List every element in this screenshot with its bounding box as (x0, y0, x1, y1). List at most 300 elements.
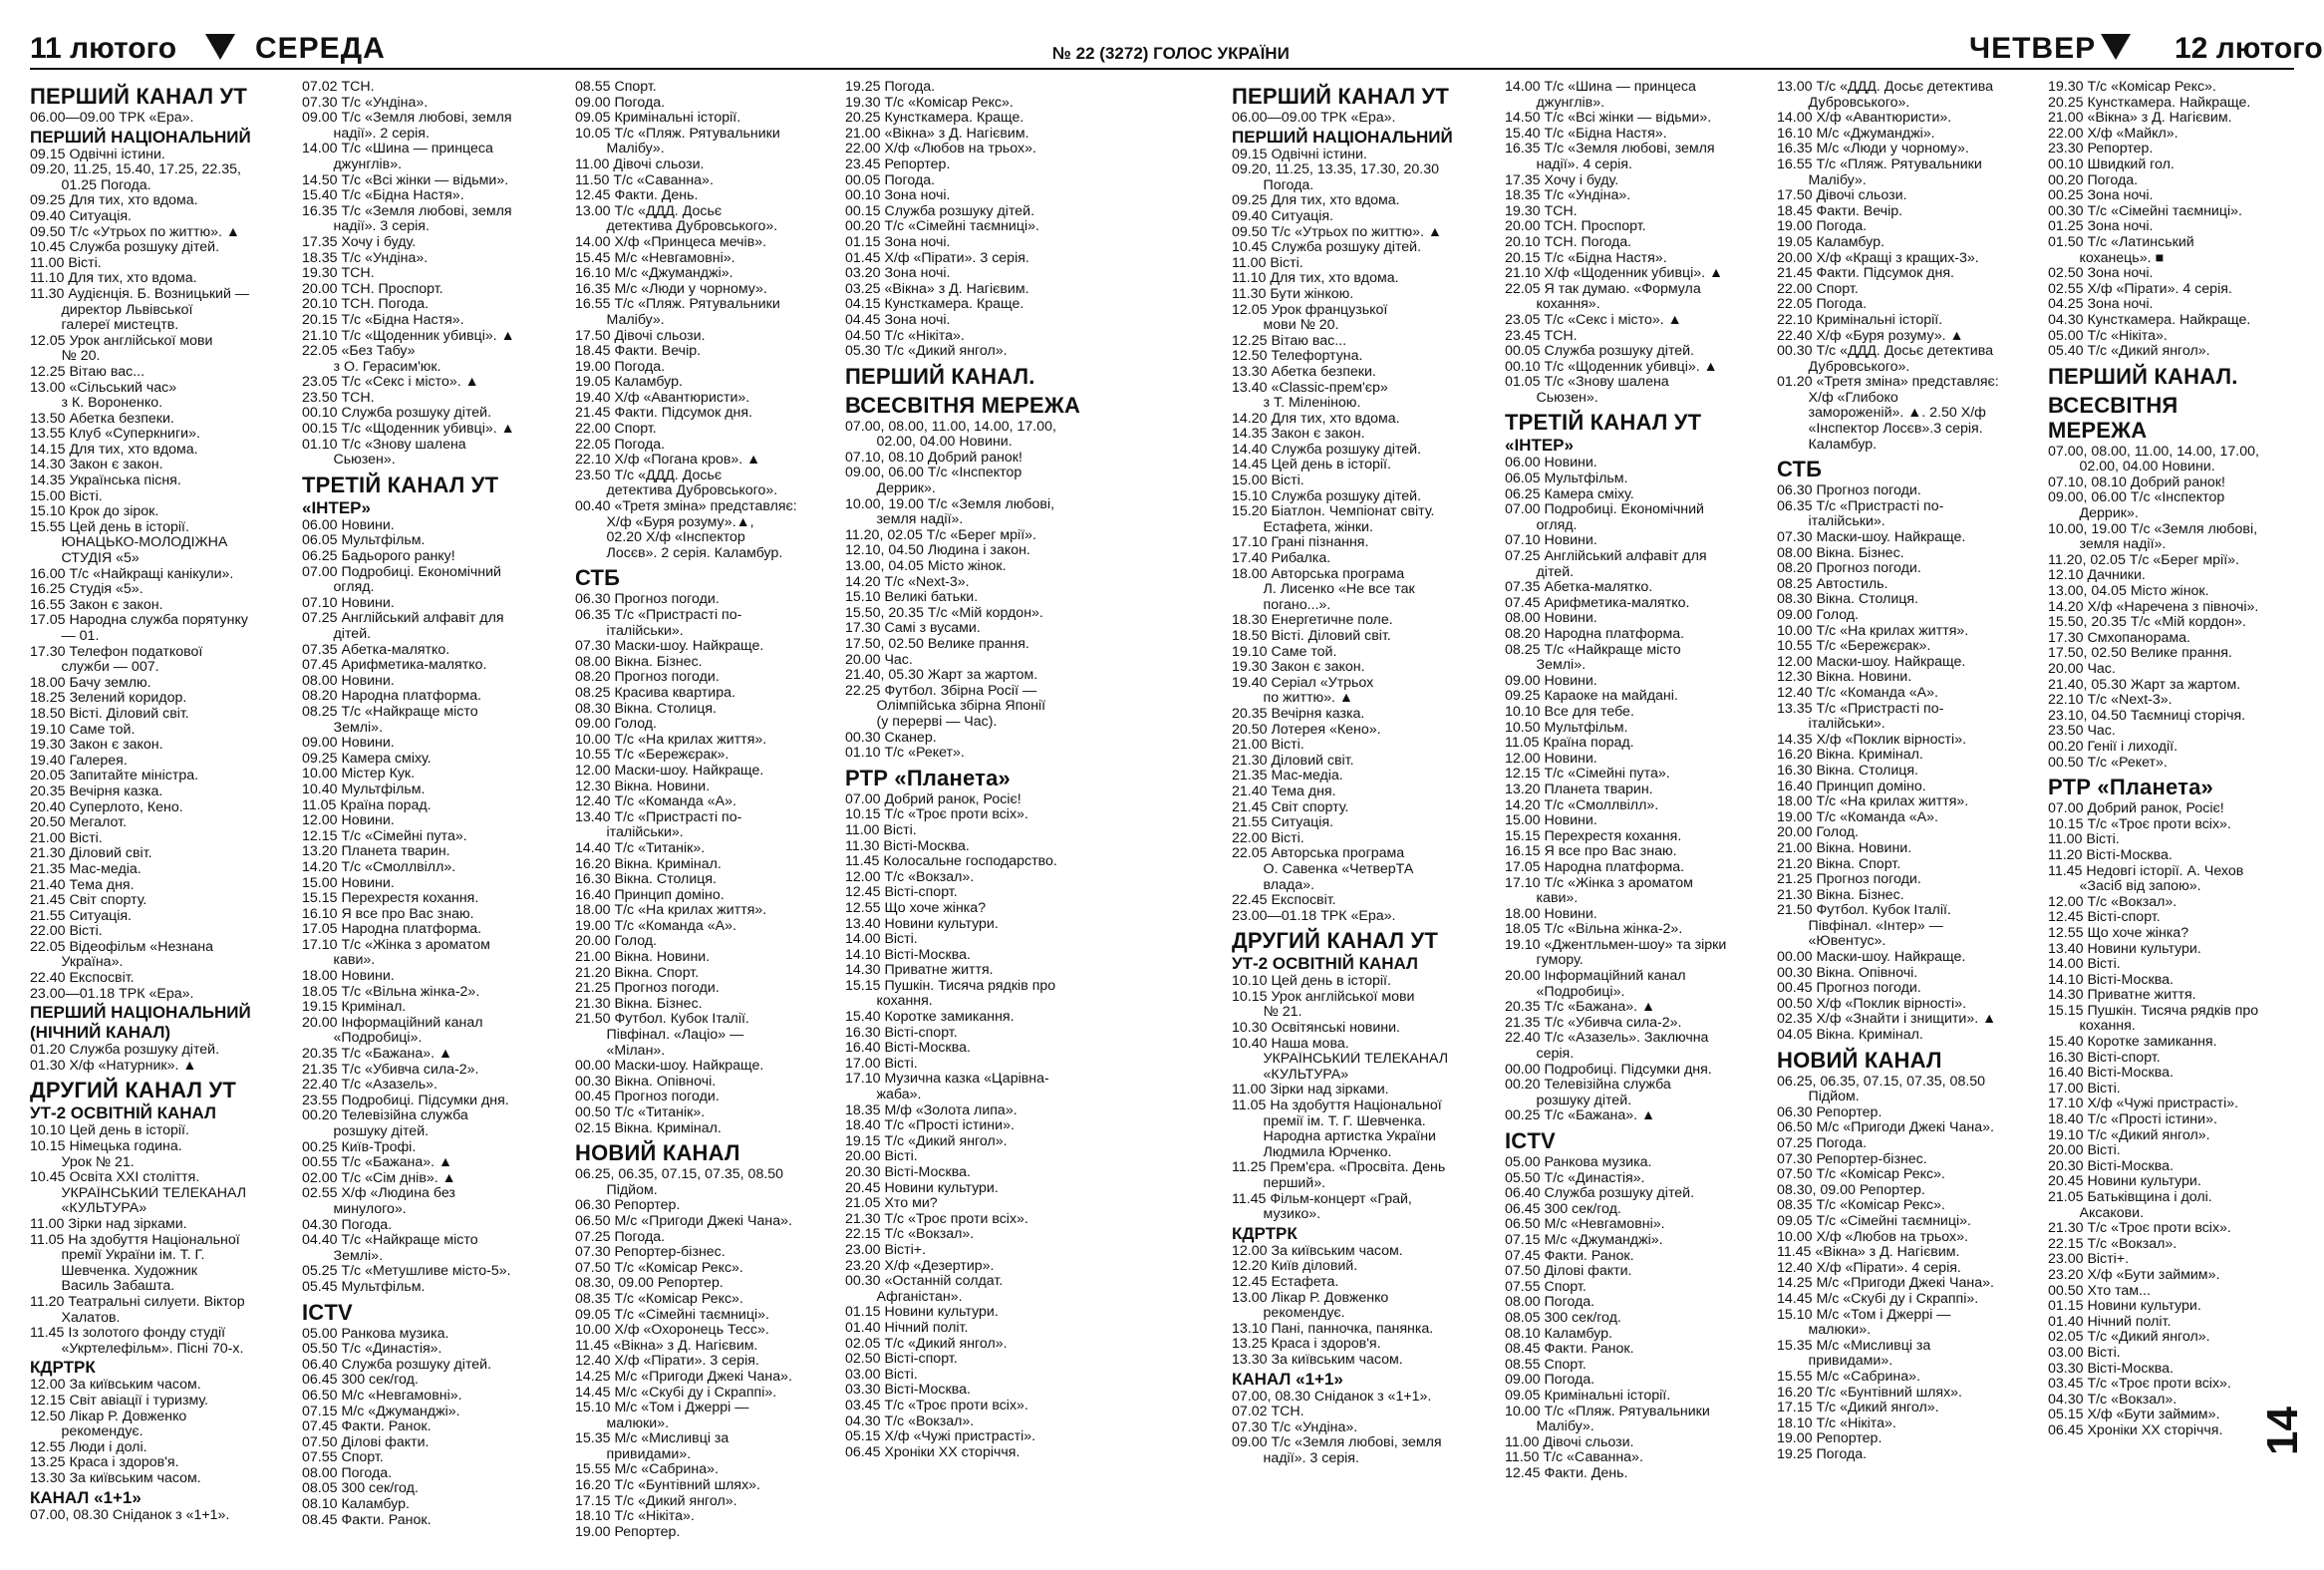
program-line: 08.30 Вікна. Столиця. (1777, 592, 1918, 608)
program-line: 01.25 Зона ночі. (2048, 219, 2154, 235)
program-line: 18.10 Т/с «Нікіта». (575, 1509, 695, 1525)
program-line: О. Савенка «ЧетверТА (1232, 861, 1414, 877)
program-line: італійськи». (1777, 514, 1886, 530)
program-line: 22.05 Я так думаю. «Формула (1505, 281, 1701, 297)
program-line: 07.02 ТСН. (302, 80, 375, 95)
program-line: 14.45 М/с «Скубі ду і Скраппі». (1777, 1291, 1979, 1307)
program-line: 21.35 Мас-медіа. (30, 861, 142, 877)
program-line: малюки». (1777, 1323, 1872, 1339)
program-line: 21.45 Факти. Підсумок дня. (575, 406, 752, 422)
program-line: 19.15 Кримінал. (302, 1000, 407, 1016)
program-line: 00.10 Швидкий гол. (2048, 157, 2175, 172)
program-line: 19.00 Т/с «Команда «А». (575, 918, 736, 934)
program-line: 07.30 Репортер-бізнес. (575, 1245, 726, 1261)
program-line: 07.30 Т/с «Ундіна». (302, 95, 429, 111)
program-line: 08.25 Т/с «Найкраще місто (302, 704, 478, 720)
program-line: 15.55 М/с «Сабрина». (575, 1462, 719, 1478)
program-line: 13.40 «Classic-прем'єр» (1232, 380, 1388, 396)
program-line: 19.40 Галерея. (30, 753, 128, 769)
program-line: 12.10, 04.50 Людина і закон. (845, 543, 1030, 559)
program-line: 07.45 Факти. Ранок. (1505, 1248, 1634, 1264)
program-line: 13.40 Новини культури. (2048, 941, 2201, 957)
program-line: 18.00 Новини. (302, 969, 395, 985)
program-line: 19.30 Т/с «Комісар Рекс». (2048, 80, 2216, 95)
program-line: 12.50 Лікар Р. Довженко (30, 1409, 187, 1424)
program-line: Олімпійська збірна Японії (845, 699, 1046, 715)
program-line: 10.40 Наша мова. (1232, 1036, 1349, 1052)
program-line: рекомендує. (30, 1424, 144, 1440)
program-line: 00.05 Погода. (845, 172, 936, 188)
program-line: 00.10 Т/с «Щоденник убивці». ▲ (1505, 359, 1718, 375)
left-triangle-icon (205, 34, 235, 60)
program-line: 04.25 Зона ночі. (2048, 297, 2154, 313)
program-line: 10.40 Мультфільм. (302, 782, 426, 797)
channel-subheading: КАНАЛ «1+1» (1232, 1369, 1343, 1389)
program-line: замороженій». ▲. 2.50 Х/ф (1777, 406, 1986, 422)
program-line: 20.35 Вечірня казка. (30, 784, 163, 799)
program-line: 00.50 Т/с «Титанік». (575, 1105, 706, 1120)
program-line: премії України ім. Т. Г. (30, 1248, 205, 1264)
program-line: 11.45 «Вікна» з Д. Нагієвим. (575, 1338, 758, 1354)
program-line: 15.00 Новини. (302, 875, 395, 891)
program-line: 01.15 Зона ночі. (845, 234, 951, 250)
program-line: 18.35 Т/с «Ундіна». (302, 250, 429, 266)
program-line: 08.05 300 сек/год. (302, 1481, 419, 1497)
program-line: 22.00 Х/ф «Майкл». (2048, 126, 2179, 142)
program-line: 10.05 Т/с «Пляж. Рятувальники (575, 126, 780, 142)
program-line: кохання». (1505, 297, 1600, 313)
program-line: 17.10 Х/ф «Чужі пристрасті». (2048, 1097, 2239, 1112)
program-line: 15.40 Т/с «Бідна Настя». (1505, 126, 1667, 142)
program-line: 13.00, 04.05 Місто жінок. (845, 559, 1007, 575)
program-line: 09.00 Погода. (575, 95, 666, 111)
channel-heading: ПЕРШИЙ КАНАЛ. (2048, 363, 2238, 389)
channel-heading: ТРЕТІЙ КАНАЛ УТ (1505, 410, 1702, 436)
program-line: 22.40 Т/с «Азазель». (302, 1078, 437, 1094)
program-line: 03.45 Т/с «Троє проти всіх». (845, 1398, 1028, 1413)
program-line: Малібу». (575, 312, 665, 328)
program-line: 12.40 Т/с «Команда «А». (575, 794, 736, 810)
program-line: 13.00 Т/с «ДДД. Досьє (575, 203, 723, 219)
program-line: 06.30 Прогноз погоди. (1777, 483, 1921, 499)
program-line: 07.25 Погода. (575, 1229, 666, 1245)
program-line: 02.20 Х/ф «Інспектор (575, 530, 745, 546)
program-line: № 20. (30, 349, 101, 365)
program-line: 08.20 Прогноз погоди. (1777, 561, 1921, 577)
program-line: 07.55 Спорт. (302, 1450, 384, 1466)
program-line: 11.45 Фільм-концерт «Грай, (1232, 1191, 1412, 1207)
program-line: 05.25 Т/с «Метушливе місто-5». (302, 1264, 511, 1280)
program-line: 05.00 Ранкова музика. (302, 1326, 449, 1342)
program-line: 14.00 Вісті. (845, 932, 918, 948)
program-line: Землі». (1505, 658, 1587, 674)
program-line: 12.05 Урок англійської мови (30, 333, 213, 349)
program-line: 09.50 Т/с «Утрьох по життю». ▲ (1232, 224, 1442, 240)
program-line: 10.45 Служба розшуку дітей. (30, 240, 220, 256)
program-line: 09.50 Т/с «Утрьох по життю». ▲ (30, 224, 240, 240)
program-line: 23.45 ТСН. (1505, 328, 1578, 344)
program-line: 13.30 Абетка безпеки. (1232, 364, 1376, 380)
column-4 (845, 80, 1099, 1460)
program-line: 18.10 Т/с «Нікіта». (1777, 1415, 1896, 1431)
program-line: 10.15 Т/с «Троє проти всіх». (845, 807, 1028, 823)
program-line: Л. Лисенко «Не все так (1232, 582, 1415, 598)
program-line: кохання. (845, 994, 933, 1010)
program-line: 05.50 Т/с «Династія». (1505, 1170, 1645, 1186)
program-line: 22.00 Вісті. (1232, 830, 1305, 846)
program-line: 08.00 Погода. (302, 1465, 393, 1481)
program-line: 21.25 Прогноз погоди. (1777, 872, 1921, 888)
program-line: 20.10 ТСН. Погода. (1505, 234, 1632, 250)
channel-heading: ПЕРШИЙ КАНАЛ УТ (30, 84, 248, 109)
program-line: 07.50 Ділові факти. (302, 1434, 430, 1450)
program-line: 02.00 Т/с «Сім днів». ▲ (302, 1170, 456, 1186)
program-line: 00.15 Т/с «Щоденник убивці». ▲ (302, 422, 515, 438)
program-line: Народна артистка України (1232, 1129, 1436, 1145)
program-line: 15.35 М/с «Мисливці за (575, 1431, 729, 1447)
program-line: 08.00 Вікна. Бізнес. (575, 654, 703, 670)
program-line: 07.45 Факти. Ранок. (302, 1419, 432, 1435)
program-line: УКРАЇНСЬКИЙ ТЕЛЕКАНАЛ (1232, 1052, 1449, 1068)
program-line: 07.00, 08.30 Сніданок з «1+1». (1232, 1389, 1432, 1405)
program-line: 19.25 Погода. (845, 80, 936, 95)
program-line: «Ювентус». (1777, 934, 1887, 950)
program-line: 01.15 Новини культури. (845, 1305, 999, 1321)
program-line: 20.45 Новини культури. (845, 1180, 999, 1196)
program-line: 21.35 Т/с «Убивча сила-2». (302, 1062, 479, 1078)
program-line: 21.10 Т/с «Щоденник убивці». ▲ (302, 328, 515, 344)
program-line: 22.40 Експосвіт. (30, 971, 135, 987)
program-line: 06.00 Новини. (302, 517, 395, 533)
program-line: 20.50 Лотерея «Кено». (1232, 722, 1381, 738)
channel-subheading: ПЕРШИЙ НАЦІОНАЛЬНИЙ (1232, 127, 1453, 147)
program-line: 20.00 Голод. (1777, 825, 1859, 841)
program-line: 21.45 Світ спорту. (30, 893, 147, 909)
program-line: 07.45 Арифметика-малятко. (1505, 595, 1690, 611)
program-line: 23.20 Х/ф «Бути займим». (2048, 1267, 2220, 1283)
program-line: Сьюзен». (1505, 390, 1598, 406)
program-line: 15.00 Вісті. (1232, 473, 1305, 489)
program-line: 23.30 Репортер. (2048, 142, 2154, 157)
program-line: 16.15 Я все про Вас знаю. (1505, 844, 1677, 860)
program-line: 19.00 Репортер. (1777, 1431, 1883, 1447)
program-line: 21.00 Вісті. (1232, 738, 1305, 754)
program-line: 21.50 Футбол. Кубок Італії. (575, 1012, 749, 1028)
program-line: 21.55 Ситуація. (1232, 815, 1334, 831)
program-line: 07.00 Добрий ранок, Росіє! (845, 791, 1021, 807)
program-line: 21.10 Х/ф «Щоденник убивці». ▲ (1505, 266, 1724, 282)
program-line: 14.20 Х/ф «Наречена з півночі». (2048, 599, 2259, 615)
program-line: 11.00 Зірки над зірками. (1232, 1083, 1389, 1099)
program-line: 20.50 Мегалот. (30, 815, 127, 831)
program-line: 12.45 Естафета. (1232, 1274, 1339, 1290)
program-line: 14.30 Закон є закон. (30, 458, 163, 473)
program-line: 06.35 Т/с «Пристрасті по- (575, 608, 742, 623)
program-line: 04.30 Погода. (302, 1217, 393, 1233)
program-line: 21.40 Тема дня. (30, 877, 135, 893)
program-line: 06.25 Камера сміху. (1505, 486, 1634, 502)
program-line: 22.05 Відеофільм «Незнана (30, 939, 213, 955)
program-line: 17.35 Хочу і буду. (1505, 172, 1619, 188)
program-line: Х/ф «Глибоко (1777, 390, 1898, 406)
program-line: 12.00 За київським часом. (1232, 1243, 1403, 1259)
program-line: 16.30 Вісті-спорт. (2048, 1050, 2161, 1066)
program-line: 07.30 Репортер-бізнес. (1777, 1151, 1927, 1167)
program-line: 09.25 Для тих, хто вдома. (30, 193, 198, 209)
left-date: 11 лютого (30, 32, 177, 65)
program-line: 23.10, 04.50 Таємниці сторічя. (2048, 708, 2246, 724)
program-line: 07.30 Маски-шоу. Найкраще. (1777, 530, 1966, 546)
program-line: 15.10 Крок до зірок. (30, 504, 159, 520)
program-line: 22.05 Авторська програма (1232, 846, 1405, 862)
program-line: 11.20, 02.05 Т/с «Берег мрії». (2048, 552, 2239, 568)
program-line: джунглів». (302, 157, 403, 172)
program-line: 08.45 Факти. Ранок. (1505, 1342, 1634, 1358)
program-line: 03.25 «Вікна» з Д. Нагієвим. (845, 281, 1029, 297)
program-line: 19.05 Каламбур. (1777, 234, 1885, 250)
program-line: СТУДІЯ «5» (30, 551, 140, 567)
program-line: 12.00 Новини. (302, 813, 395, 829)
program-line: 07.15 М/с «Джуманджі». (302, 1404, 460, 1419)
program-line: Сьюзен». (302, 453, 396, 469)
channel-subheading: УТ-2 ОСВІТНІЙ КАНАЛ (1232, 954, 1418, 974)
program-line: 11.20 Театральні силуети. Віктор (30, 1294, 245, 1310)
program-line: 10.00 Х/ф «Охоронець Тесс». (575, 1323, 769, 1339)
program-line: 18.45 Факти. Вечір. (1777, 203, 1903, 219)
program-line: 13.30 За київським часом. (1232, 1352, 1403, 1368)
program-line: 07.00 Добрий ранок, Росіє! (2048, 801, 2224, 817)
right-date: 12 лютого (2175, 32, 2323, 65)
program-line: огляд. (1505, 517, 1578, 533)
program-line: 12.15 Т/с «Сімейні пута». (302, 828, 467, 844)
program-line: 20.25 Кунсткамера. Найкраще. (2048, 95, 2251, 111)
program-line: 00.10 Служба розшуку дітей. (302, 406, 492, 422)
program-line: 08.30 Вікна. Столиця. (575, 701, 717, 717)
program-line: 14.10 Вісті-Москва. (845, 947, 971, 963)
program-line: «Подробиці». (302, 1031, 423, 1047)
program-line: 23.45 Репортер. (845, 157, 951, 172)
program-line: 04.40 Т/с «Найкраще місто (302, 1233, 478, 1249)
program-line: «Подробиці». (1505, 984, 1625, 1000)
program-line: Деррик». (2048, 506, 2139, 522)
program-line: 13.50 Абетка безпеки. (30, 411, 174, 427)
header-left (30, 26, 429, 72)
program-line: 02.55 Х/ф «Людина без (302, 1186, 455, 1202)
program-line: 14.40 Служба розшуку дітей. (1232, 442, 1422, 458)
program-line: 08.25 Т/с «Найкраще місто (1505, 642, 1681, 658)
program-line: 16.35 Т/с «Земля любові, земля (302, 203, 512, 219)
program-line: 14.20 Т/с «Next-3». (845, 574, 970, 590)
program-line: 07.15 М/с «Джуманджі». (1505, 1232, 1663, 1248)
program-line: 11.45 Із золотого фонду студії (30, 1326, 226, 1342)
program-line: 00.15 Служба розшуку дітей. (845, 203, 1035, 219)
program-line: 13.25 Краса і здоров'я. (1232, 1337, 1381, 1353)
program-line: 00.10 Зона ночі. (845, 188, 951, 204)
program-line: 11.30 Бути жінкою. (1232, 286, 1354, 302)
program-line: 09.05 Кримінальні історії. (1505, 1388, 1671, 1404)
program-line: Погода. (1232, 177, 1314, 193)
program-line: 15.55 М/с «Сабрина». (1777, 1369, 1920, 1385)
program-line: 21.00 «Вікна» з Д. Нагієвим. (2048, 111, 2232, 127)
program-line: 11.00 Вісті. (2048, 832, 2120, 848)
program-line: 16.40 Принцип доміно. (575, 887, 725, 903)
program-line: 06.25, 06.35, 07.15, 07.35, 08.50 (575, 1167, 784, 1183)
program-line: 07.45 Арифметика-малятко. (302, 658, 487, 674)
program-line: 20.35 Т/с «Бажана». ▲ (302, 1047, 453, 1063)
program-line: 21.40, 05.30 Жарт за жартом. (2048, 677, 2241, 693)
issue-line: № 22 (3272) ГОЛОС УКРАЇНИ (1052, 44, 1290, 63)
program-line: 22.25 Футбол. Збірна Росії — (845, 683, 1037, 699)
program-line: 16.40 Вісті-Москва. (2048, 1066, 2174, 1082)
header-right (1963, 26, 2323, 72)
program-line: Півфінал. «Лаціо» — (575, 1028, 744, 1044)
program-line: 19.00 Погода. (1777, 219, 1868, 235)
program-line: 06.45 Хроніки XX сторіччя. (2048, 1422, 2223, 1438)
program-line: 22.10 Х/ф «Погана кров». ▲ (575, 453, 761, 469)
program-line: 14.50 Т/с «Всі жінки — відьми». (302, 172, 509, 188)
program-line: погано...». (1232, 597, 1331, 613)
program-line: огляд. (302, 580, 375, 596)
program-line: 08.10 Каламбур. (1505, 1326, 1612, 1342)
program-line: 19.25 Погода. (1777, 1446, 1868, 1462)
program-line: Землі». (302, 720, 384, 736)
program-line: 07.00, 08.00, 11.00, 14.00, 17.00, (2048, 444, 2259, 460)
program-line: 15.10 Служба розшуку дітей. (1232, 488, 1422, 504)
program-line: італійськи». (575, 623, 684, 639)
program-line: 20.00 Голод. (575, 934, 657, 950)
program-line: 22.05 Погода. (575, 437, 666, 453)
program-line: 17.10 Т/с «Жінка з ароматом (1505, 875, 1693, 891)
program-line: 21.05 Батьківщина і долі. (2048, 1190, 2212, 1205)
program-line: Шевченка. Художник (30, 1263, 197, 1279)
program-line: 21.00 «Вікна» з Д. Нагієвим. (845, 126, 1029, 142)
program-line: 18.35 Т/с «Ундіна». (1505, 188, 1631, 204)
program-line: 22.15 Т/с «Вокзал». (2048, 1236, 2178, 1252)
program-line: 09.05 Т/с «Сімейні таємниці». (575, 1307, 769, 1323)
program-line: 20.00 Вісті. (845, 1149, 918, 1165)
program-line: 09.00 Голод. (575, 717, 657, 733)
program-line: 00.45 Прогноз погоди. (1777, 981, 1921, 997)
program-line: 19.10 Т/с «Дикий янгол». (2048, 1127, 2210, 1143)
program-line: 07.30 Маски-шоу. Найкраще. (575, 639, 764, 655)
program-line: перший». (1232, 1176, 1326, 1191)
program-line: 20.45 Новини культури. (2048, 1174, 2201, 1190)
program-line: 21.30 Т/с «Троє проти всіх». (2048, 1221, 2231, 1237)
program-line: 14.00 Х/ф «Принцеса мечів». (575, 234, 767, 250)
program-line: Землі». (302, 1248, 384, 1264)
program-line: розшуку дітей. (1505, 1093, 1632, 1108)
program-line: 06.45 300 сек/год. (302, 1373, 419, 1389)
program-line: 08.00 Вікна. Бізнес. (1777, 545, 1904, 561)
program-line: музико». (1232, 1207, 1321, 1223)
program-line: 17.05 Народна платформа. (302, 922, 482, 938)
program-line: з О. Герасим'юк. (302, 359, 441, 375)
program-line: 06.25 Бадьорого ранку! (302, 549, 455, 565)
program-line: 18.00 Бачу землю. (30, 675, 151, 691)
program-line: 11.05 На здобуття Національної (30, 1232, 240, 1248)
program-line: 01.10 Т/с «Рекет». (845, 746, 965, 762)
program-line: 23.50 Т/с «ДДД. Досьє (575, 468, 723, 483)
program-line: 21.55 Ситуація. (30, 908, 133, 924)
program-line: 19.40 Х/ф «Авантюристи». (575, 390, 750, 406)
program-line: 14.20 Т/с «Смоллвілл». (302, 859, 456, 875)
program-line: 10.00 Т/с «На крилах життя». (1777, 623, 1969, 639)
program-line: 20.35 Вечірня казка. (1232, 706, 1365, 722)
channel-subheading: КДРТРК (30, 1358, 96, 1378)
program-line: служби — 007. (30, 660, 159, 676)
program-line: привидами». (1777, 1354, 1893, 1370)
program-line: 21.30 Діловий світ. (1232, 753, 1354, 769)
program-line: 14.30 Приватне життя. (845, 963, 994, 979)
program-line: детектива Дубровського». (575, 483, 778, 499)
program-line: 12.15 Т/с «Сімейні пута». (1505, 767, 1670, 783)
program-line: з К. Вороненко. (30, 396, 163, 412)
program-line: 20.15 Т/с «Бідна Настя». (302, 312, 464, 328)
program-line: 12.00 Маски-шоу. Найкраще. (575, 763, 764, 779)
channel-heading: РТР «Планета» (845, 765, 1011, 790)
program-line: 10.10 Цей день в історії. (30, 1123, 189, 1139)
program-line: 12.40 Т/с «Команда «А». (1777, 685, 1938, 701)
program-line: 18.40 Т/с «Прості істини». (2048, 1112, 2217, 1128)
program-line: 16.10 Я все про Вас знаю. (302, 906, 474, 922)
program-line: 10.50 Мультфільм. (1505, 720, 1628, 736)
program-line: 23.50 ТСН. (302, 390, 375, 406)
program-line: 01.20 Служба розшуку дітей. (30, 1043, 220, 1059)
program-line: 08.20 Народна платформа. (302, 689, 482, 705)
program-line: 00.30 Вікна. Опівночі. (575, 1074, 717, 1090)
program-line: 11.00 Зірки над зірками. (30, 1217, 187, 1232)
program-line: 11.05 Країна порад. (302, 797, 432, 813)
program-line: 10.10 Цей день в історії. (1232, 974, 1391, 990)
program-line: 16.35 М/с «Люди у чорному». (1777, 142, 1969, 157)
program-line: 21.20 Вікна. Спорт. (1777, 856, 1901, 872)
program-line: 19.00 Т/с «Команда «А». (1777, 809, 1938, 825)
program-line: 16.30 Вікна. Столиця. (575, 872, 717, 888)
program-line: 20.40 Суперлото, Кено. (30, 799, 183, 815)
program-line: 22.05 Погода. (1777, 297, 1868, 313)
program-line: 20.30 Вісті-Москва. (845, 1165, 971, 1180)
program-line: дітей. (1505, 564, 1575, 580)
channel-heading: ICTV (1505, 1128, 1556, 1153)
program-line: 23.00—01.18 ТРК «Ера». (1232, 908, 1396, 924)
program-line: минулого». (302, 1201, 407, 1217)
program-line: 12.00 Т/с «Вокзал». (2048, 894, 2178, 910)
program-line: 06.40 Служба розшуку дітей. (1505, 1186, 1695, 1202)
program-line: Деррик». (845, 481, 936, 497)
channel-subheading: УТ-2 ОСВІТНІЙ КАНАЛ (30, 1103, 216, 1123)
program-line: Україна». (30, 955, 124, 971)
program-line: 12.00 Новини. (1505, 751, 1598, 767)
program-line: 16.25 Студія «5». (30, 582, 144, 598)
program-line: Підйом. (1777, 1090, 1860, 1105)
program-line: 19.40 Серіал «Утрьох (1232, 675, 1374, 691)
program-line: 09.00 Голод. (1777, 608, 1859, 623)
program-line: 09.00 Погода. (1505, 1373, 1596, 1389)
program-line: 07.55 Спорт. (1505, 1279, 1587, 1295)
program-line: кохання. (2048, 1019, 2136, 1035)
program-line: 08.20 Прогноз погоди. (575, 670, 720, 686)
program-line: 06.30 Прогноз погоди. (575, 592, 720, 608)
program-line: влада». (1232, 877, 1314, 893)
program-line: 04.15 Кунсткамера. Краще. (845, 297, 1024, 313)
program-line: 00.20 Погода. (2048, 172, 2139, 188)
program-line: 05.50 Т/с «Династія». (302, 1342, 442, 1358)
program-line: 11.05 Країна порад. (1505, 736, 1634, 752)
column-6 (1505, 80, 1759, 1481)
program-line: 06.50 М/с «Пригоди Джекі Чана». (1777, 1120, 1994, 1136)
program-line: 15.40 Коротке замикання. (845, 1010, 1015, 1026)
program-line: 10.00 Х/ф «Любов на трьох». (1777, 1229, 1968, 1245)
